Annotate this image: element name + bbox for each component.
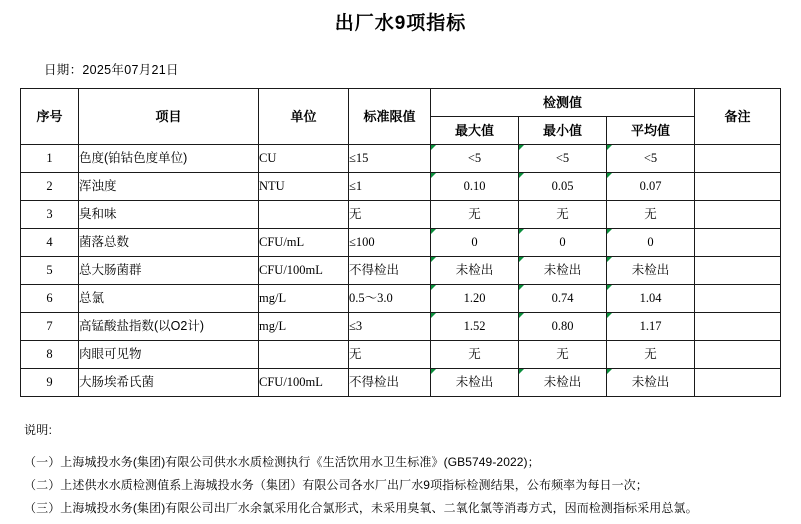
cell-limit: ≤3: [349, 313, 431, 341]
col-header-unit: 单位: [259, 89, 349, 145]
cell-item: 色度(铂钴色度单位): [79, 145, 259, 173]
cell-max: 0.10: [431, 173, 519, 201]
cell-item: 臭和味: [79, 201, 259, 229]
note-line-2: （二）上述供水水质检测值系上海城投水务（集团）有限公司各水厂出厂水9项指标检测结果，公布频率为每日一次；: [24, 478, 648, 492]
table-row: [21, 341, 781, 369]
cell-max: 未检出: [431, 369, 519, 397]
cell-min: 0.80: [519, 313, 607, 341]
cell-limit: ≤15: [349, 145, 431, 173]
cell-index: 1: [21, 145, 79, 173]
cell-limit: ≤100: [349, 229, 431, 257]
table-row: [21, 145, 781, 173]
cell-limit: 不得检出: [349, 257, 431, 285]
cell-index: 4: [21, 229, 79, 257]
col-header-remark: 备注: [695, 89, 781, 145]
cell-max: 1.52: [431, 313, 519, 341]
cell-index: 3: [21, 201, 79, 229]
cell-index: 8: [21, 341, 79, 369]
col-header-item: 项目: [79, 89, 259, 145]
cell-avg: 1.04: [607, 285, 695, 313]
cell-max: 无: [431, 201, 519, 229]
cell-avg: <5: [607, 145, 695, 173]
table-row: [21, 285, 781, 313]
cell-avg: 未检出: [607, 257, 695, 285]
cell-unit: CFU/100mL: [259, 369, 349, 397]
cell-remark: [695, 369, 781, 397]
cell-limit: 不得检出: [349, 369, 431, 397]
cell-unit: [259, 341, 349, 369]
col-header-min: 最小值: [519, 117, 607, 145]
cell-item: 浑浊度: [79, 173, 259, 201]
cell-remark: [695, 201, 781, 229]
cell-remark: [695, 257, 781, 285]
cell-remark: [695, 313, 781, 341]
cell-min: 0.05: [519, 173, 607, 201]
cell-unit: [259, 201, 349, 229]
cell-unit: CFU/mL: [259, 229, 349, 257]
col-header-max: 最大值: [431, 117, 519, 145]
cell-unit: NTU: [259, 173, 349, 201]
cell-avg: 1.17: [607, 313, 695, 341]
cell-max: 无: [431, 341, 519, 369]
cell-remark: [695, 229, 781, 257]
cell-item: 肉眼可见物: [79, 341, 259, 369]
cell-limit: ≤1: [349, 173, 431, 201]
notes-section: [24, 420, 780, 521]
cell-avg: 无: [607, 341, 695, 369]
cell-unit: mg/L: [259, 285, 349, 313]
cell-max: 1.20: [431, 285, 519, 313]
note-line-1: （一）上海城投水务(集团)有限公司供水水质检测执行《生活饮用水卫生标准》(GB5749-2022)；: [24, 455, 540, 469]
cell-index: 9: [21, 369, 79, 397]
cell-item: 菌落总数: [79, 229, 259, 257]
cell-max: 0: [431, 229, 519, 257]
cell-min: 无: [519, 201, 607, 229]
cell-index: 6: [21, 285, 79, 313]
cell-avg: 0.07: [607, 173, 695, 201]
cell-index: 2: [21, 173, 79, 201]
cell-remark: [695, 341, 781, 369]
page-title: 出厂水9项指标: [334, 13, 467, 34]
cell-limit: 无: [349, 341, 431, 369]
document-page: [0, 10, 801, 524]
report-date: 日期：2025年07月21日: [44, 63, 179, 77]
cell-item: 高锰酸盐指数(以O2计): [79, 313, 259, 341]
note-line-3: （三）上海城投水务(集团)有限公司出厂水余氯采用化合氯形式，未采用臭氧、二氧化氯等消毒方式，因而检测指标采用总氯。: [24, 501, 698, 515]
cell-remark: [695, 285, 781, 313]
col-header-avg: 平均值: [607, 117, 695, 145]
table-row: [21, 257, 781, 285]
table-row: [21, 369, 781, 397]
cell-min: 未检出: [519, 369, 607, 397]
cell-unit: mg/L: [259, 313, 349, 341]
cell-min: 0.74: [519, 285, 607, 313]
notes-title: 说明:: [24, 423, 53, 437]
table-row: [21, 173, 781, 201]
cell-item: 大肠埃希氏菌: [79, 369, 259, 397]
col-header-index: 序号: [21, 89, 79, 145]
water-quality-table: [20, 88, 781, 397]
table-row: [21, 313, 781, 341]
cell-max: 未检出: [431, 257, 519, 285]
table-header-row-1: [21, 89, 781, 117]
cell-limit: 0.5～3.0: [349, 285, 431, 313]
cell-item: 总氯: [79, 285, 259, 313]
cell-unit: CFU/100mL: [259, 257, 349, 285]
cell-index: 5: [21, 257, 79, 285]
cell-avg: 无: [607, 201, 695, 229]
cell-remark: [695, 173, 781, 201]
cell-min: 0: [519, 229, 607, 257]
cell-min: <5: [519, 145, 607, 173]
cell-remark: [695, 145, 781, 173]
col-header-limit: 标准限值: [349, 89, 431, 145]
cell-limit: 无: [349, 201, 431, 229]
cell-avg: 未检出: [607, 369, 695, 397]
cell-min: 无: [519, 341, 607, 369]
cell-index: 7: [21, 313, 79, 341]
table-row: [21, 201, 781, 229]
table-row: [21, 229, 781, 257]
col-header-measured-group: 检测值: [431, 89, 695, 117]
cell-unit: CU: [259, 145, 349, 173]
cell-max: <5: [431, 145, 519, 173]
cell-min: 未检出: [519, 257, 607, 285]
cell-item: 总大肠菌群: [79, 257, 259, 285]
cell-avg: 0: [607, 229, 695, 257]
